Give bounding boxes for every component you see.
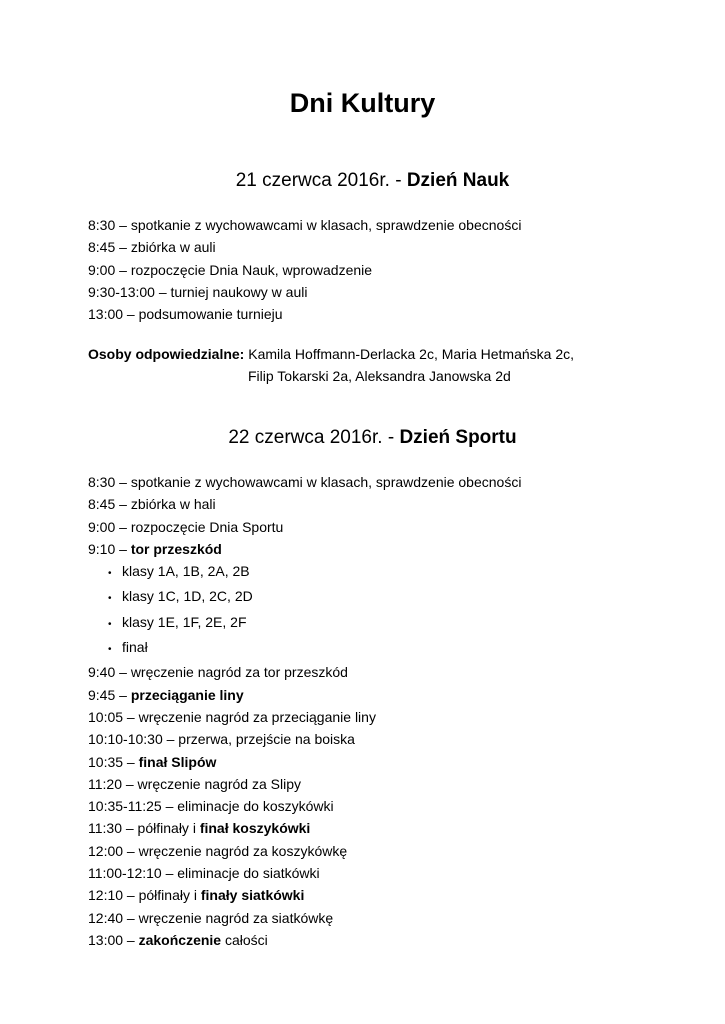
schedule-item: 8:45 – zbiórka w hali xyxy=(88,496,216,513)
schedule-item: 11:20 – wręczenie nagród za Slipy xyxy=(88,775,301,792)
schedule-item: 10:05 – wręczenie nagród za przeciąganie liny xyxy=(88,708,376,725)
schedule-item: 11:00-12:10 – eliminacje do siatkówki xyxy=(88,865,320,882)
schedule-item: 10:35 – finał Slipów xyxy=(88,753,217,770)
bullet-icon: • xyxy=(108,593,112,605)
day1-name: Dzień Nauk xyxy=(406,170,510,191)
schedule-item: 9:30-13:00 – turniej naukowy w auli xyxy=(88,283,308,300)
schedule-item: 11:30 – półfinały i finał koszykówki xyxy=(88,820,311,837)
list-item: • klasy 1A, 1B, 2A, 2B xyxy=(88,560,688,585)
bullet-icon: • xyxy=(108,568,112,580)
schedule-item: 9:00 – rozpoczęcie Dnia Sportu xyxy=(88,518,284,535)
page-title: Dni Kultury xyxy=(289,88,436,118)
list-item: • finał xyxy=(88,636,688,661)
schedule-item: 9:10 – tor przeszkód xyxy=(88,540,222,557)
day1-schedule xyxy=(88,214,688,325)
schedule-item: 13:00 – zakończenie całości xyxy=(88,931,268,948)
bullet-icon: • xyxy=(108,618,112,630)
day2-schedule xyxy=(88,471,688,951)
schedule-item: 8:30 – spotkanie z wychowawcami w klasach, sprawdzenie obecności xyxy=(88,474,522,490)
responsible-persons xyxy=(88,343,708,388)
schedule-item: 13:00 – podsumowanie turnieju xyxy=(88,306,283,323)
schedule-item: 9:40 – wręczenie nagród za tor przeszkód xyxy=(88,664,348,681)
day1-date: 21 czerwca 2016r. - xyxy=(235,170,407,191)
schedule-item: 8:30 – spotkanie z wychowawcami w klasach, sprawdzenie obecności xyxy=(88,217,522,233)
day2-date: 22 czerwca 2016r. - xyxy=(228,427,400,448)
day2-name: Dzień Sportu xyxy=(399,427,517,448)
day1-heading xyxy=(0,170,725,192)
day2-heading xyxy=(0,427,725,449)
schedule-item: 10:10-10:30 – przerwa, przejście na boiska xyxy=(88,731,355,748)
list-item: • klasy 1C, 1D, 2C, 2D xyxy=(88,585,688,610)
bullet-icon: • xyxy=(108,644,112,656)
schedule-item: 12:10 – półfinały i finały siatkówki xyxy=(88,887,305,904)
schedule-item: 9:45 – przeciąganie liny xyxy=(88,686,244,703)
schedule-item: 9:00 – rozpoczęcie Dnia Nauk, wprowadzenie xyxy=(88,261,373,278)
responsible-names-1: Kamila Hoffmann-Derlacka 2c, Maria Hetmańska 2c, xyxy=(244,346,575,362)
list-item: • klasy 1E, 1F, 2E, 2F xyxy=(88,611,688,636)
schedule-item: 8:45 – zbiórka w auli xyxy=(88,239,216,256)
schedule-item: 12:40 – wręczenie nagród za siatkówkę xyxy=(88,909,334,926)
schedule-item: 10:35-11:25 – eliminacje do koszykówki xyxy=(88,798,334,815)
responsible-names-2: Filip Tokarski 2a, Aleksandra Janowska 2d xyxy=(248,368,511,385)
responsible-label: Osoby odpowiedzialne: xyxy=(88,346,245,362)
schedule-item: 12:00 – wręczenie nagród za koszykówkę xyxy=(88,842,348,859)
